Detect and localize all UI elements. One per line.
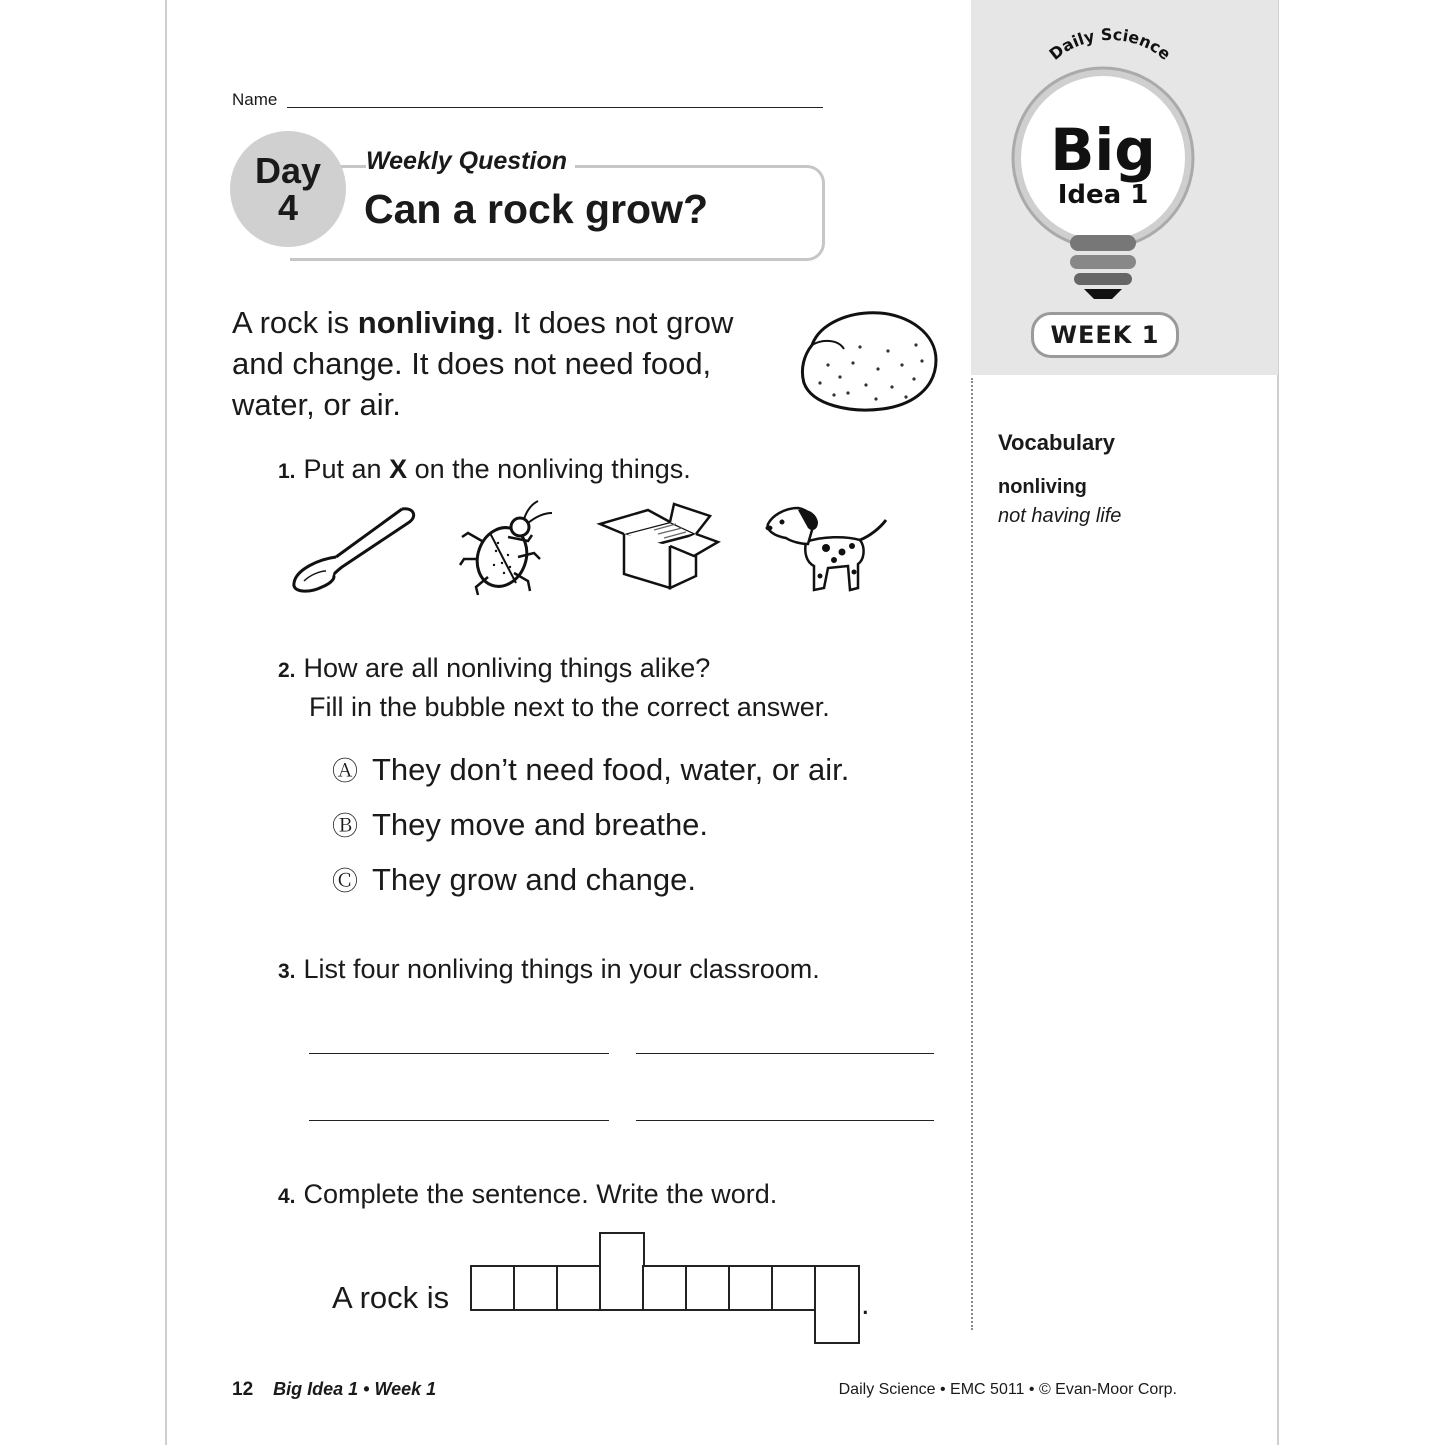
letter-box[interactable]	[685, 1265, 731, 1311]
letter-box[interactable]	[642, 1265, 688, 1311]
logo-idea-text: Idea 1	[1057, 180, 1149, 210]
weekly-question-title: Can a rock grow?	[364, 186, 709, 232]
answer-option-a[interactable]	[332, 751, 849, 788]
letter-box[interactable]	[814, 1265, 860, 1344]
answer-line[interactable]	[309, 1120, 609, 1121]
logo-big-text: Big	[1050, 116, 1156, 184]
left-page-edge	[165, 0, 167, 1445]
week-badge: WEEK 1	[1031, 312, 1179, 358]
question-4	[278, 1176, 777, 1215]
bubble-c[interactable]: Ⓒ	[332, 866, 359, 896]
x-mark: X	[389, 454, 408, 484]
question-1-text-start: Put an	[303, 454, 390, 484]
logo-top-textpath: Daily Science	[1045, 24, 1175, 64]
question-2-line-1	[278, 650, 830, 689]
sidebar-divider	[971, 378, 973, 1330]
letter-box[interactable]	[470, 1265, 516, 1311]
question-4-text: Complete the sentence. Write the word.	[303, 1179, 778, 1209]
intro-text-end: . It does not grow and change. It does not need food, water, or air.	[232, 305, 734, 422]
question-1	[278, 451, 691, 490]
sentence-start: A rock is	[332, 1280, 450, 1315]
answer-option-b[interactable]	[332, 806, 708, 843]
footer-left	[232, 1379, 436, 1401]
question-1-text-end: on the nonliving things.	[407, 454, 691, 484]
day-word: Day	[254, 150, 322, 191]
name-label: Name	[232, 90, 278, 109]
letter-box[interactable]	[513, 1265, 559, 1311]
vocabulary-title: Vocabulary	[998, 430, 1115, 455]
weekly-question-label: Weekly Question	[366, 147, 575, 176]
rock-icon	[798, 305, 940, 415]
question-4-number: 4.	[278, 1185, 296, 1208]
day-number: 4	[277, 187, 299, 228]
question-2-instructions: Fill in the bubble next to the correct answer.	[309, 692, 830, 722]
question-3-text: List four nonliving things in your classroom.	[303, 954, 820, 984]
question-2	[278, 650, 830, 726]
page-number: 12	[232, 1379, 254, 1400]
bug-icon[interactable]	[458, 497, 558, 603]
letter-box[interactable]	[556, 1265, 602, 1311]
sentence-end: .	[861, 1286, 870, 1321]
question-1-number: 1.	[278, 460, 296, 483]
answer-option-b-text: They move and breathe.	[372, 807, 709, 842]
footer-credit: Daily Science • EMC 5011 • © Evan-Moor Corp.	[838, 1381, 1177, 1398]
answer-option-a-text: They don’t need food, water, or air.	[372, 752, 850, 787]
answer-line[interactable]	[636, 1053, 934, 1054]
day-badge	[230, 131, 346, 247]
question-3	[278, 951, 820, 990]
letter-box[interactable]	[728, 1265, 774, 1311]
bubble-b[interactable]: Ⓑ	[332, 811, 359, 841]
letter-box[interactable]	[599, 1232, 645, 1311]
bubble-a[interactable]: Ⓐ	[332, 756, 359, 786]
question-3-number: 3.	[278, 960, 296, 983]
intro-text-start: A rock is	[232, 305, 358, 340]
answer-option-c-text: They grow and change.	[372, 862, 696, 897]
letter-box[interactable]	[771, 1265, 817, 1311]
dog-icon[interactable]	[762, 500, 892, 600]
footer-section: Big Idea 1 • Week 1	[273, 1379, 437, 1399]
intro-paragraph	[232, 302, 792, 425]
spoon-icon[interactable]	[290, 503, 422, 595]
vocabulary-definition: not having life	[998, 505, 1122, 527]
answer-option-c[interactable]	[332, 861, 696, 898]
question-2-number: 2.	[278, 659, 296, 682]
answer-line[interactable]	[309, 1053, 609, 1054]
vocabulary-word: nonliving	[998, 476, 1087, 498]
question-2-prompt: How are all nonliving things alike?	[303, 653, 711, 683]
intro-keyword: nonliving	[357, 305, 496, 340]
name-field[interactable]	[287, 107, 823, 108]
answer-line[interactable]	[636, 1120, 934, 1121]
big-idea-lightbulb-logo	[1000, 24, 1210, 305]
box-icon[interactable]	[598, 500, 722, 590]
